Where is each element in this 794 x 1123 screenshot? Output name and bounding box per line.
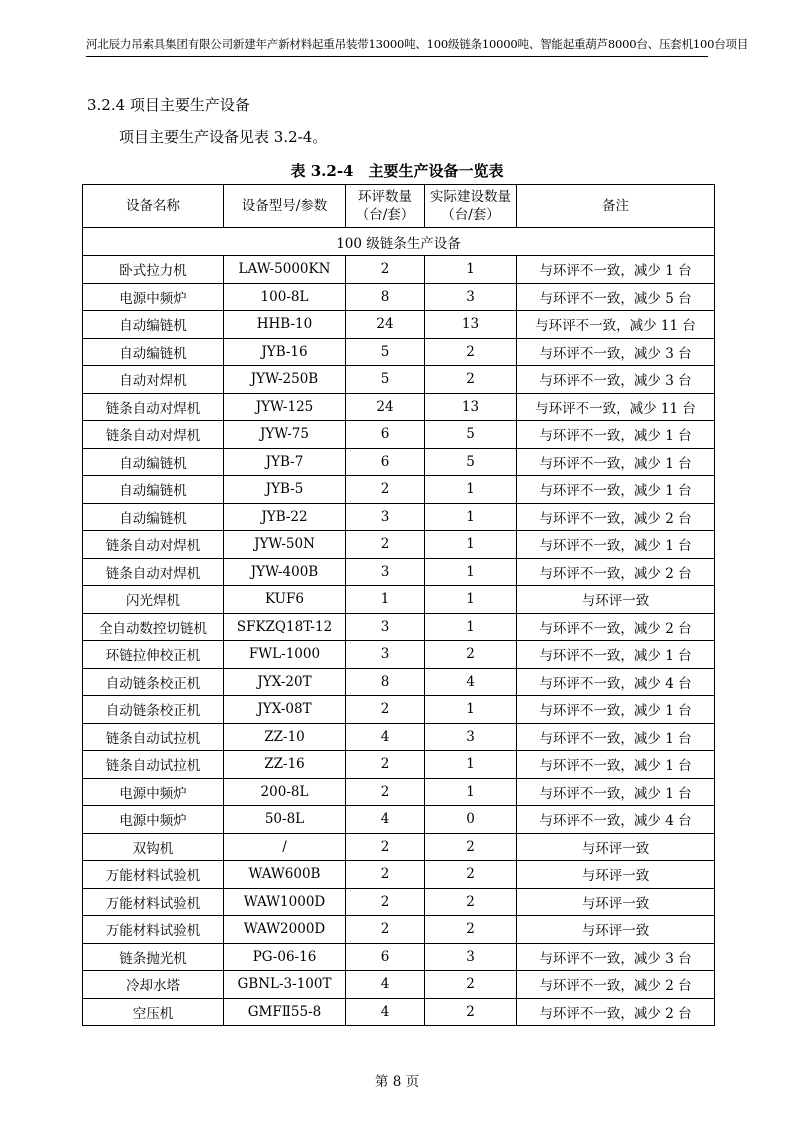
planned-quantity-cell: 2 <box>346 256 425 284</box>
table-row <box>83 256 715 284</box>
table-row <box>83 723 715 751</box>
remark-cell: 与环评不一致，减少 2 台 <box>517 558 715 586</box>
actual-quantity-cell: 2 <box>425 998 517 1026</box>
column-header-line: 实际建设数量 <box>430 189 511 205</box>
column-header <box>346 185 425 228</box>
column-header-line: 环评数量 <box>358 189 412 205</box>
remark-cell: 与环评不一致，减少 1 台 <box>517 476 715 504</box>
table-row <box>83 393 715 421</box>
intro-paragraph: 项目主要生产设备见表 3.2-4。 <box>119 128 328 146</box>
actual-quantity-cell: 1 <box>425 503 517 531</box>
table-row <box>83 888 715 916</box>
column-header <box>83 185 224 228</box>
equipment-name-cell: 卧式拉力机 <box>83 256 224 284</box>
actual-quantity-cell: 2 <box>425 833 517 861</box>
remark-cell: 与环评不一致，减少 1 台 <box>517 723 715 751</box>
actual-quantity-cell: 3 <box>425 723 517 751</box>
equipment-name-cell: 链条自动试拉机 <box>83 723 224 751</box>
equipment-model-cell: LAW-5000KN <box>224 256 346 284</box>
equipment-model-cell: WAW2000D <box>224 916 346 944</box>
remark-cell: 与环评一致 <box>517 916 715 944</box>
equipment-model-cell: WAW1000D <box>224 888 346 916</box>
planned-quantity-cell: 4 <box>346 971 425 999</box>
remark-cell: 与环评不一致，减少 1 台 <box>517 641 715 669</box>
remark-cell: 与环评不一致，减少 1 台 <box>517 778 715 806</box>
actual-quantity-cell: 2 <box>425 971 517 999</box>
table-row <box>83 338 715 366</box>
planned-quantity-cell: 6 <box>346 421 425 449</box>
equipment-name-cell: 全自动数控切链机 <box>83 613 224 641</box>
column-header-line: 设备名称 <box>126 198 180 214</box>
equipment-name-cell: 电源中频炉 <box>83 806 224 834</box>
remark-cell: 与环评不一致，减少 2 台 <box>517 998 715 1026</box>
table-row <box>83 696 715 724</box>
remark-cell: 与环评不一致，减少 11 台 <box>517 393 715 421</box>
planned-quantity-cell: 2 <box>346 476 425 504</box>
remark-cell: 与环评不一致，减少 4 台 <box>517 668 715 696</box>
actual-quantity-cell: 2 <box>425 641 517 669</box>
planned-quantity-cell: 8 <box>346 668 425 696</box>
equipment-model-cell: JYB-22 <box>224 503 346 531</box>
planned-quantity-cell: 3 <box>346 641 425 669</box>
equipment-name-cell: 自动编链机 <box>83 338 224 366</box>
remark-cell: 与环评不一致，减少 3 台 <box>517 366 715 394</box>
column-header <box>517 185 715 228</box>
equipment-model-cell: JYW-50N <box>224 531 346 559</box>
table-row <box>83 833 715 861</box>
column-header-line: （台/套） <box>441 207 500 223</box>
actual-quantity-cell: 3 <box>425 283 517 311</box>
actual-quantity-cell: 1 <box>425 586 517 614</box>
table-row <box>83 998 715 1026</box>
remark-cell: 与环评不一致，减少 1 台 <box>517 696 715 724</box>
equipment-model-cell: 200-8L <box>224 778 346 806</box>
equipment-model-cell: JYB-7 <box>224 448 346 476</box>
planned-quantity-cell: 2 <box>346 916 425 944</box>
actual-quantity-cell: 5 <box>425 421 517 449</box>
remark-cell: 与环评不一致，减少 5 台 <box>517 283 715 311</box>
planned-quantity-cell: 4 <box>346 723 425 751</box>
actual-quantity-cell: 13 <box>425 311 517 339</box>
remark-cell: 与环评一致 <box>517 888 715 916</box>
actual-quantity-cell: 2 <box>425 366 517 394</box>
actual-quantity-cell: 1 <box>425 613 517 641</box>
column-header <box>425 185 517 228</box>
table-header-row <box>83 185 715 228</box>
table-row <box>83 916 715 944</box>
equipment-model-cell: HHB-10 <box>224 311 346 339</box>
remark-cell: 与环评不一致，减少 11 台 <box>517 311 715 339</box>
column-header <box>224 185 346 228</box>
equipment-model-cell: WAW600B <box>224 861 346 889</box>
actual-quantity-cell: 1 <box>425 751 517 779</box>
remark-cell: 与环评一致 <box>517 861 715 889</box>
equipment-model-cell: PG-06-16 <box>224 943 346 971</box>
group-label: 100 级链条生产设备 <box>83 228 715 256</box>
planned-quantity-cell: 6 <box>346 943 425 971</box>
actual-quantity-cell: 5 <box>425 448 517 476</box>
planned-quantity-cell: 6 <box>346 448 425 476</box>
equipment-name-cell: 自动编链机 <box>83 448 224 476</box>
equipment-model-cell: JYX-08T <box>224 696 346 724</box>
equipment-model-cell: JYB-16 <box>224 338 346 366</box>
equipment-name-cell: 自动链条校正机 <box>83 668 224 696</box>
planned-quantity-cell: 3 <box>346 558 425 586</box>
actual-quantity-cell: 4 <box>425 668 517 696</box>
actual-quantity-cell: 1 <box>425 778 517 806</box>
table-row <box>83 421 715 449</box>
equipment-model-cell: KUF6 <box>224 586 346 614</box>
equipment-model-cell: / <box>224 833 346 861</box>
remark-cell: 与环评一致 <box>517 586 715 614</box>
table-row <box>83 586 715 614</box>
column-header-line: 备注 <box>602 198 629 214</box>
table-row <box>83 558 715 586</box>
remark-cell: 与环评不一致，减少 1 台 <box>517 531 715 559</box>
table-row <box>83 531 715 559</box>
table-row <box>83 311 715 339</box>
remark-cell: 与环评不一致，减少 1 台 <box>517 448 715 476</box>
table-row <box>83 668 715 696</box>
equipment-name-cell: 链条自动试拉机 <box>83 751 224 779</box>
equipment-model-cell: JYW-125 <box>224 393 346 421</box>
equipment-name-cell: 万能材料试验机 <box>83 888 224 916</box>
planned-quantity-cell: 4 <box>346 806 425 834</box>
table-row <box>83 971 715 999</box>
planned-quantity-cell: 24 <box>346 311 425 339</box>
equipment-model-cell: SFKZQ18T-12 <box>224 613 346 641</box>
planned-quantity-cell: 5 <box>346 338 425 366</box>
planned-quantity-cell: 3 <box>346 613 425 641</box>
equipment-name-cell: 链条自动对焊机 <box>83 531 224 559</box>
equipment-name-cell: 万能材料试验机 <box>83 861 224 889</box>
table-row <box>83 778 715 806</box>
equipment-name-cell: 链条自动对焊机 <box>83 421 224 449</box>
planned-quantity-cell: 2 <box>346 531 425 559</box>
equipment-model-cell: JYW-400B <box>224 558 346 586</box>
planned-quantity-cell: 2 <box>346 833 425 861</box>
column-header-line: （台/套） <box>355 207 415 223</box>
equipment-name-cell: 环链拉伸校正机 <box>83 641 224 669</box>
planned-quantity-cell: 2 <box>346 888 425 916</box>
planned-quantity-cell: 3 <box>346 503 425 531</box>
table-row <box>83 283 715 311</box>
actual-quantity-cell: 3 <box>425 943 517 971</box>
planned-quantity-cell: 4 <box>346 998 425 1026</box>
equipment-model-cell: GMFⅡ55-8 <box>224 998 346 1026</box>
equipment-name-cell: 自动编链机 <box>83 503 224 531</box>
remark-cell: 与环评不一致，减少 1 台 <box>517 751 715 779</box>
equipment-name-cell: 双钩机 <box>83 833 224 861</box>
equipment-name-cell: 空压机 <box>83 998 224 1026</box>
planned-quantity-cell: 8 <box>346 283 425 311</box>
equipment-model-cell: FWL-1000 <box>224 641 346 669</box>
equipment-name-cell: 电源中频炉 <box>83 283 224 311</box>
equipment-name-cell: 闪光焊机 <box>83 586 224 614</box>
actual-quantity-cell: 1 <box>425 476 517 504</box>
equipment-name-cell: 链条抛光机 <box>83 943 224 971</box>
equipment-model-cell: 100-8L <box>224 283 346 311</box>
planned-quantity-cell: 24 <box>346 393 425 421</box>
equipment-name-cell: 自动对焊机 <box>83 366 224 394</box>
equipment-model-cell: JYB-5 <box>224 476 346 504</box>
remark-cell: 与环评不一致，减少 2 台 <box>517 971 715 999</box>
remark-cell: 与环评不一致，减少 3 台 <box>517 338 715 366</box>
remark-cell: 与环评不一致，减少 2 台 <box>517 613 715 641</box>
equipment-model-cell: GBNL-3-100T <box>224 971 346 999</box>
equipment-model-cell: ZZ-10 <box>224 723 346 751</box>
actual-quantity-cell: 2 <box>425 888 517 916</box>
table-row <box>83 613 715 641</box>
equipment-model-cell: JYW-250B <box>224 366 346 394</box>
actual-quantity-cell: 0 <box>425 806 517 834</box>
actual-quantity-cell: 1 <box>425 256 517 284</box>
remark-cell: 与环评不一致，减少 2 台 <box>517 503 715 531</box>
planned-quantity-cell: 1 <box>346 586 425 614</box>
planned-quantity-cell: 2 <box>346 751 425 779</box>
equipment-name-cell: 链条自动对焊机 <box>83 558 224 586</box>
equipment-model-cell: 50-8L <box>224 806 346 834</box>
table-row <box>83 943 715 971</box>
equipment-name-cell: 万能材料试验机 <box>83 916 224 944</box>
planned-quantity-cell: 2 <box>346 861 425 889</box>
equipment-model-cell: JYW-75 <box>224 421 346 449</box>
table-row <box>83 476 715 504</box>
remark-cell: 与环评不一致，减少 1 台 <box>517 421 715 449</box>
actual-quantity-cell: 2 <box>425 916 517 944</box>
equipment-name-cell: 自动链条校正机 <box>83 696 224 724</box>
actual-quantity-cell: 1 <box>425 531 517 559</box>
table-row <box>83 861 715 889</box>
equipment-name-cell: 自动编链机 <box>83 311 224 339</box>
actual-quantity-cell: 1 <box>425 696 517 724</box>
equipment-name-cell: 自动编链机 <box>83 476 224 504</box>
table-row <box>83 366 715 394</box>
equipment-model-cell: ZZ-16 <box>224 751 346 779</box>
table-row <box>83 641 715 669</box>
remark-cell: 与环评不一致，减少 1 台 <box>517 256 715 284</box>
equipment-name-cell: 电源中频炉 <box>83 778 224 806</box>
table-group-row <box>83 228 715 256</box>
remark-cell: 与环评不一致，减少 4 台 <box>517 806 715 834</box>
remark-cell: 与环评一致 <box>517 833 715 861</box>
table-row <box>83 448 715 476</box>
page-header: 河北辰力吊索具集团有限公司新建年产新材料起重吊装带13000吨、100级链条10000吨、智能起重葫芦8000台、压套机100台项目 <box>86 36 708 57</box>
planned-quantity-cell: 2 <box>346 778 425 806</box>
planned-quantity-cell: 5 <box>346 366 425 394</box>
actual-quantity-cell: 2 <box>425 338 517 366</box>
table-row <box>83 751 715 779</box>
equipment-name-cell: 冷却水塔 <box>83 971 224 999</box>
column-header-line: 设备型号/参数 <box>241 198 328 214</box>
section-heading: 3.2.4 项目主要生产设备 <box>87 96 250 114</box>
equipment-table <box>82 184 715 1026</box>
remark-cell: 与环评不一致，减少 3 台 <box>517 943 715 971</box>
table-caption: 表 3.2-4 主要生产设备一览表 <box>290 162 504 180</box>
equipment-name-cell: 链条自动对焊机 <box>83 393 224 421</box>
actual-quantity-cell: 13 <box>425 393 517 421</box>
actual-quantity-cell: 2 <box>425 861 517 889</box>
actual-quantity-cell: 1 <box>425 558 517 586</box>
table-row <box>83 806 715 834</box>
table-row <box>83 503 715 531</box>
equipment-model-cell: JYX-20T <box>224 668 346 696</box>
page-number: 第 8 页 <box>374 1074 420 1090</box>
planned-quantity-cell: 2 <box>346 696 425 724</box>
